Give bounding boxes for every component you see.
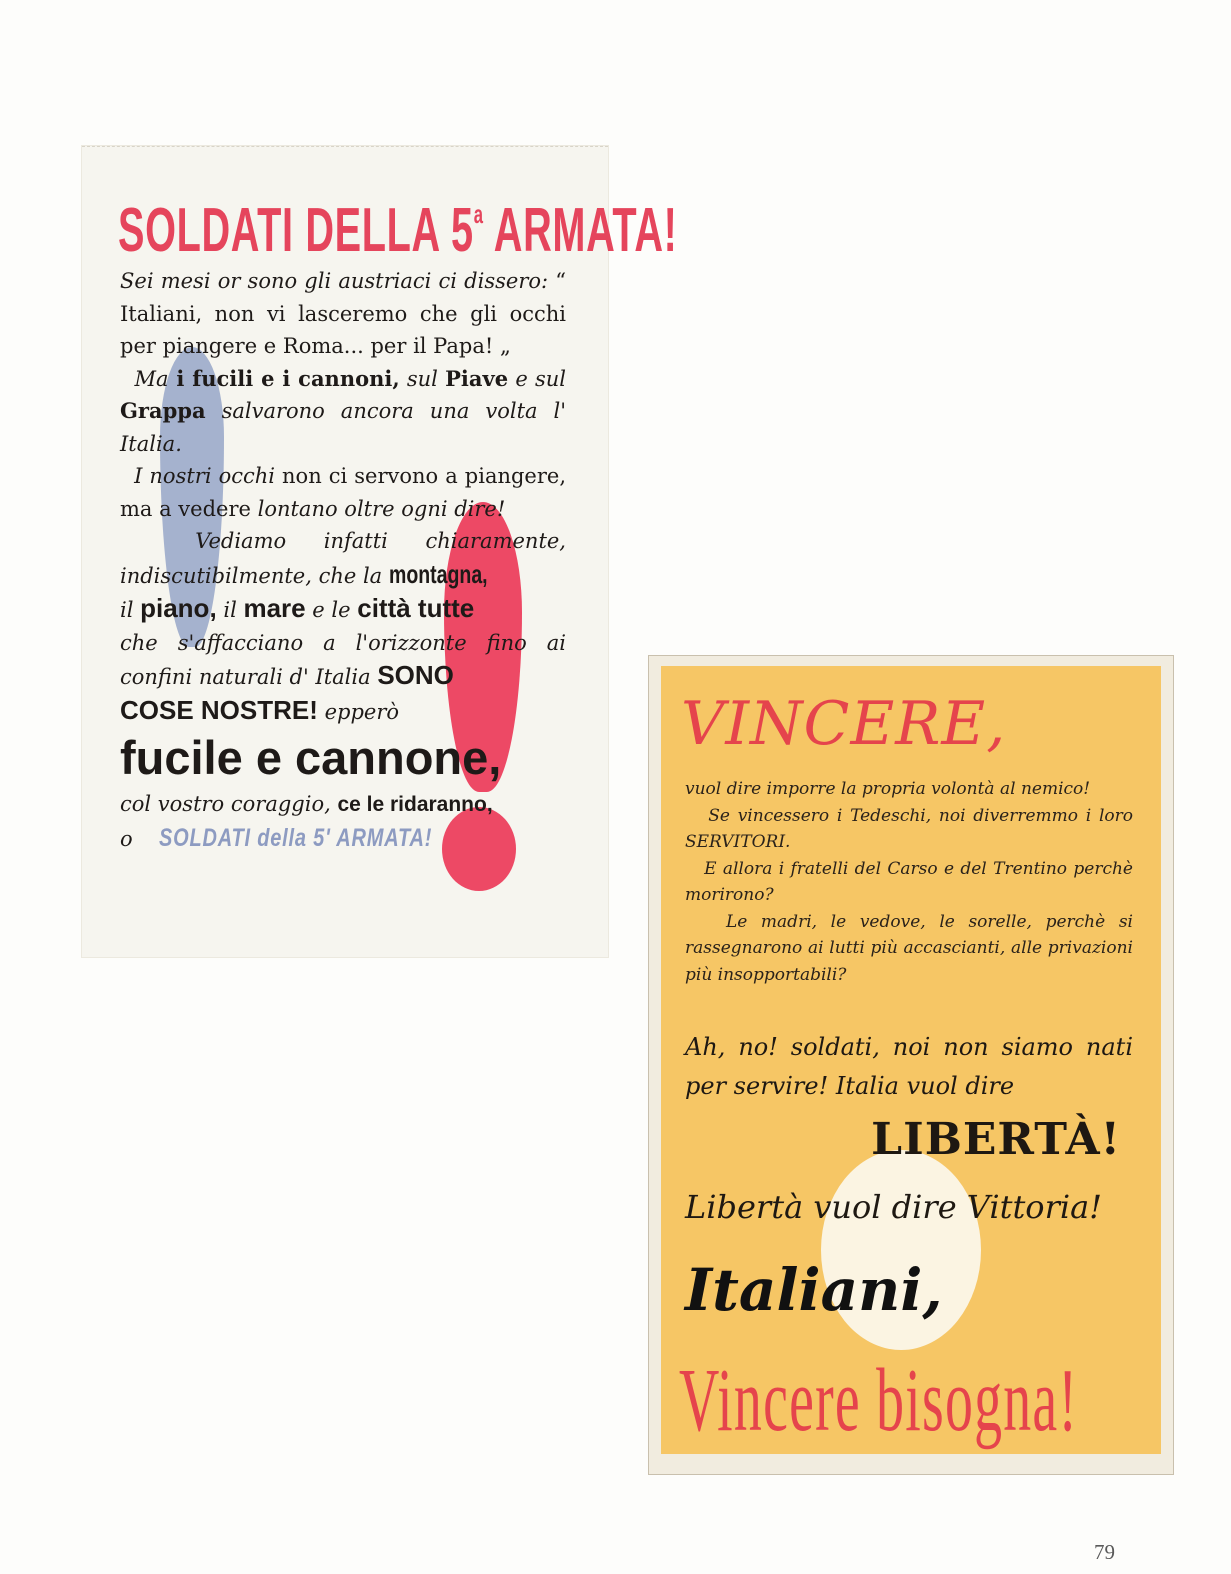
paragraph: Se vincessero i Tedeschi, noi diverremmo i loro SERVITORI. bbox=[685, 805, 1133, 852]
vincere-bisogna-heading: Vincere bisogna! bbox=[679, 1351, 1079, 1450]
paragraph: Ma i fucili e i cannoni, sul Piave e sul Grappa salvarono ancora una volta l' Italia. bbox=[120, 365, 566, 456]
paragraph: il piano, il mare e le città tutte bbox=[120, 593, 475, 623]
leaflet-vincere-mid bbox=[685, 1028, 1133, 1106]
paragraph: Vediamo infatti chiaramente, indiscutibilmente, che la montagna, bbox=[120, 529, 566, 589]
paragraph: E allora i fratelli del Carso e del Trentino perchè morirono? bbox=[685, 858, 1133, 905]
liberta-line: Libertà vuol dire Vittoria! bbox=[685, 1188, 1103, 1226]
italiani-heading: Italiani, bbox=[685, 1256, 943, 1324]
paragraph: I nostri occhi non ci servono a piangere, ma a vedere lontano oltre ogni dire! bbox=[120, 464, 566, 521]
leaflet-vincere bbox=[648, 655, 1174, 1475]
paragraph: Sei mesi or sono gli austriaci ci dissero: “ Italiani, non vi lasceremo che gli occhi per piangere e Roma... per il Papa! „ bbox=[120, 269, 566, 358]
paragraph: che s'affacciano a l'orizzonte fino ai confini naturali d' Italia SONO bbox=[120, 630, 566, 690]
paragraph: fucile e cannone, bbox=[120, 731, 502, 784]
signature: SOLDATI della 5' ARMATA! bbox=[159, 823, 433, 852]
leaflet-vincere-panel bbox=[661, 666, 1161, 1454]
paragraph: Ah, no! soldati, noi non siamo nati per servire! Italia vuol dire bbox=[685, 1033, 1133, 1100]
page-number: 79 bbox=[1094, 1540, 1115, 1564]
leaflet-soldati-body bbox=[120, 265, 566, 855]
paragraph: o SOLDATI della 5' ARMATA! bbox=[120, 822, 566, 856]
paragraph: vuol dire imporre la propria volontà al nemico! bbox=[685, 779, 1091, 799]
paragraph: col vostro coraggio, ce le ridaranno, bbox=[120, 792, 493, 816]
leaflet-vincere-title: VINCERE, bbox=[681, 689, 1007, 759]
leaflet-soldati bbox=[82, 146, 678, 957]
paragraph: COSE NOSTRE! epperò bbox=[120, 694, 400, 725]
paragraph: Le madri, le vedove, le sorelle, perchè si rassegnarono ai lutti più accascianti, alle privazioni più insopportabili? bbox=[685, 911, 1133, 985]
liberta-heading: LIBERTÀ! bbox=[871, 1114, 1121, 1165]
leaflet-soldati-title: SOLDATI DELLA 5$^a$ ARMATA! bbox=[118, 196, 678, 265]
leaflet-vincere-body bbox=[685, 776, 1133, 988]
